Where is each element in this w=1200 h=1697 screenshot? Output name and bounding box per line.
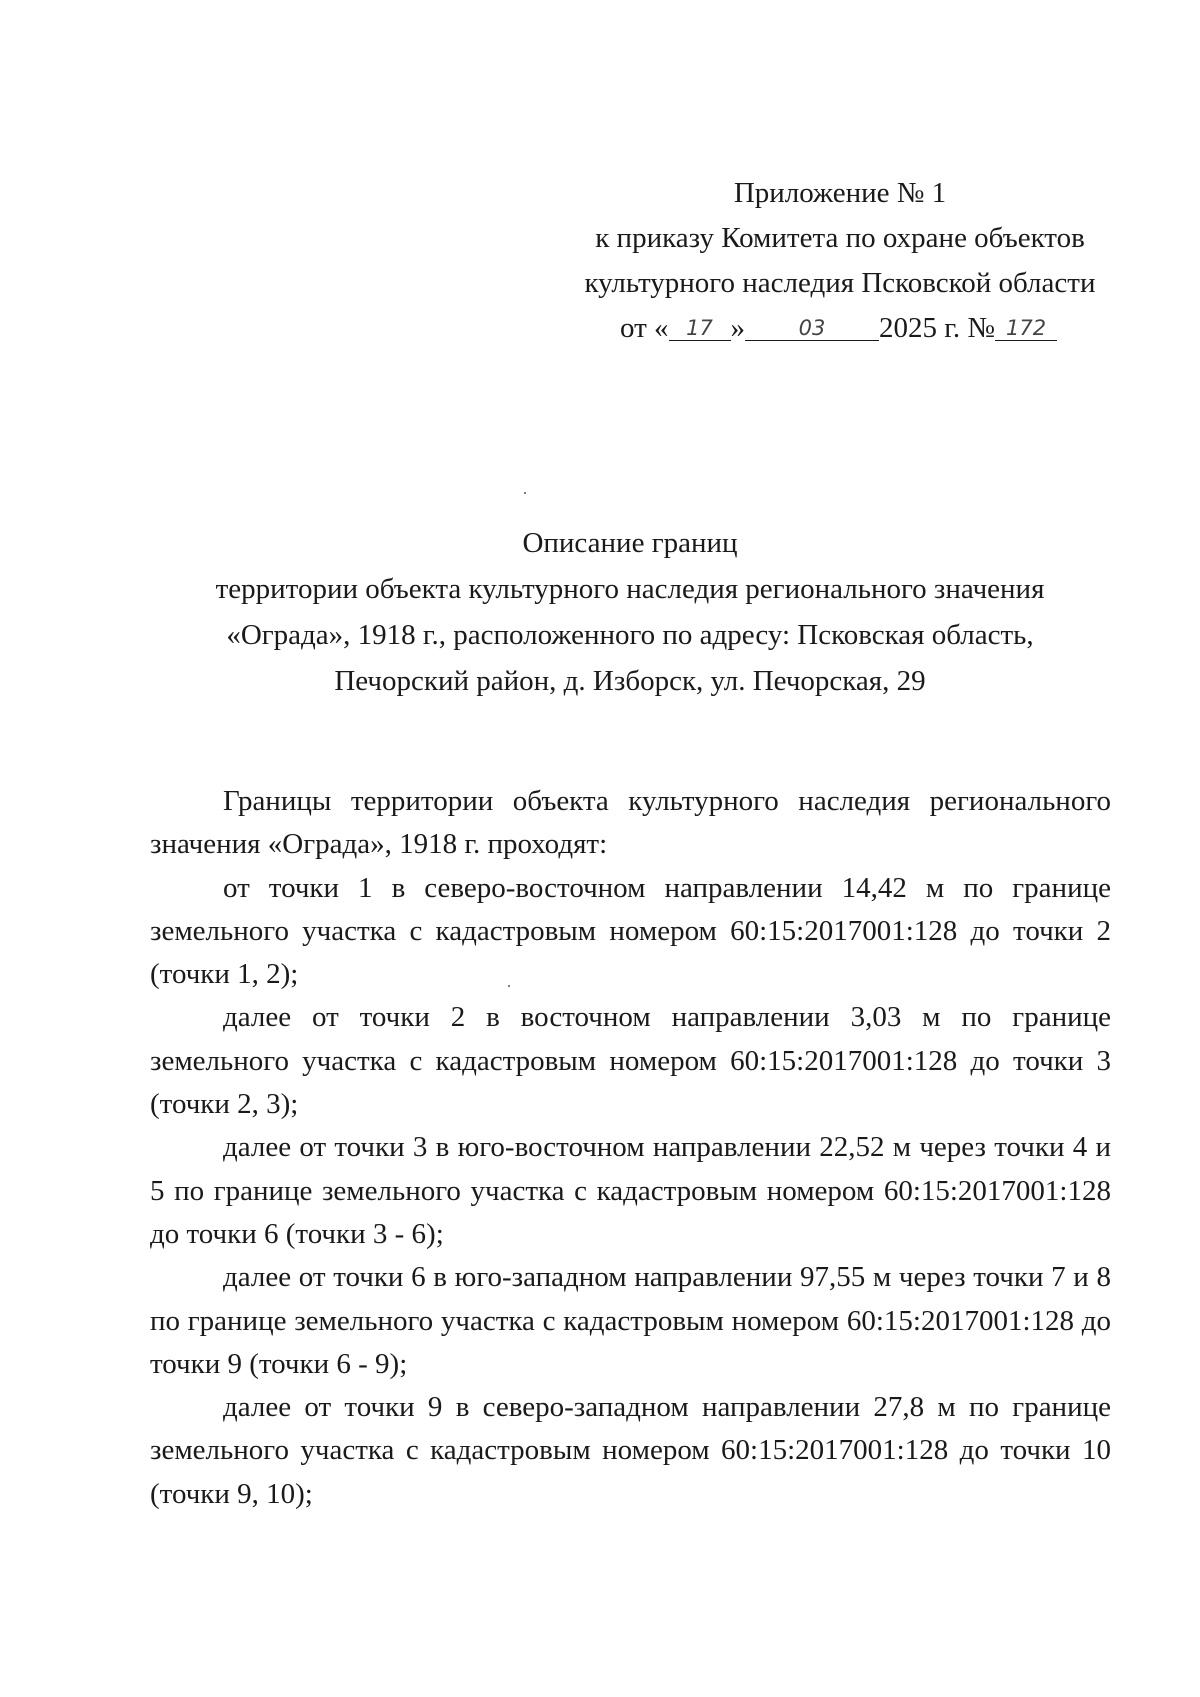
body-paragraph: далее от точки 9 в северо-западном направлении 27,8 м по границе земельного участка с кадастровым номером 60:15:2017001:128 до точки 10 (точки 9, 10); [150, 1391, 1111, 1510]
body-paragraph: от точки 1 в северо-восточном направлении 14,42 м по границе земельного участка с кадастровым номером 60:15:2017001:128 до точки 2 (точки 1, 2); [150, 871, 1111, 991]
order-number-handwritten: 172 [995, 316, 1057, 341]
appendix-header [540, 171, 1140, 351]
scan-speck [524, 492, 526, 494]
order-date-prefix: от « [620, 312, 669, 344]
document-body [150, 780, 1111, 1516]
scan-speck [508, 985, 510, 987]
order-date-line [540, 306, 1140, 351]
body-paragraph: далее от точки 3 в юго-восточном направлении 22,52 м через точки 4 и 5 по границе земельного участка с кадастровым номером 60:15:2017001:128 до точки 6 (точки 3 - 6); [150, 1131, 1111, 1250]
order-date-mid: » [730, 312, 746, 344]
title-line-4: Печорский район, д. Изборск, ул. Печорская, 29 [334, 665, 926, 697]
order-year-number-label: 2025 г. № [879, 312, 996, 344]
appendix-number: Приложение № 1 [733, 177, 947, 209]
document-title [150, 520, 1110, 704]
appendix-committee-region: культурного наследия Псковской области [584, 267, 1096, 299]
body-paragraph: далее от точки 6 в юго-западном направлении 97,55 м через точки 7 и 8 по границе земельного участка с кадастровым номером 60:15:2017001:128 до точки 9 (точки 6 - 9); [150, 1261, 1111, 1380]
title-line-1: Описание границ [522, 527, 738, 559]
appendix-order-reference: к приказу Комитета по охране объектов [595, 222, 1085, 254]
title-line-2: территории объекта культурного наследия регионального значения [215, 573, 1045, 605]
body-paragraph: Границы территории объекта культурного наследия регионального значения «Ограда», 1918 г. проходят: [150, 785, 1111, 861]
order-day-handwritten: 17 [669, 316, 731, 341]
body-paragraph: далее от точки 2 в восточном направлении 3,03 м по границе земельного участка с кадастровым номером 60:15:2017001:128 до точки 3 (точки 2, 3); [150, 1001, 1111, 1121]
title-line-3: «Ограда», 1918 г., расположенного по адресу: Псковская область, [226, 619, 1034, 651]
order-month-handwritten: 03 [745, 316, 879, 341]
